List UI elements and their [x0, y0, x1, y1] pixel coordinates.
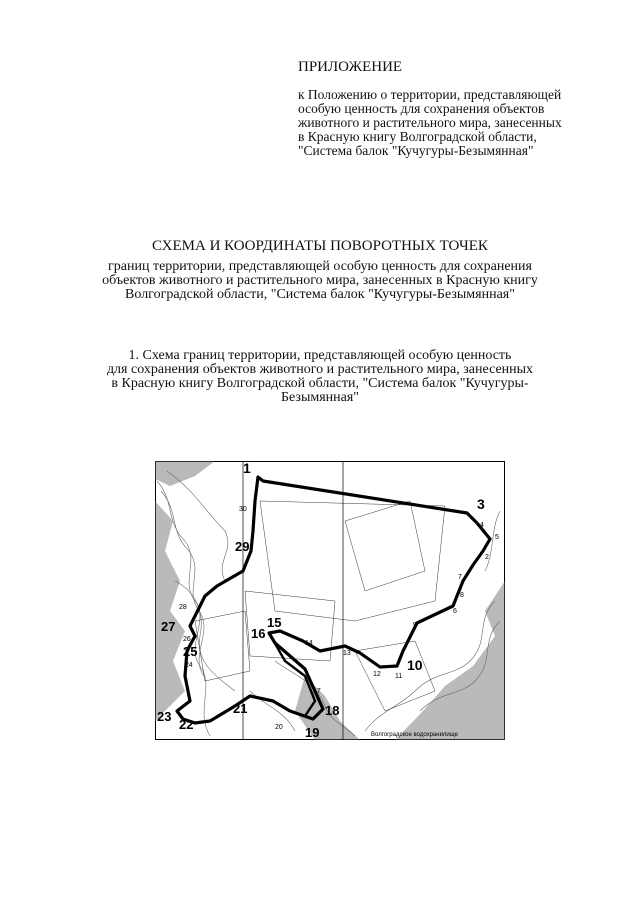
- point-2: 2: [485, 554, 489, 561]
- point-14: 14: [305, 640, 313, 647]
- point-7: 7: [458, 574, 462, 581]
- point-17: 17: [313, 688, 321, 695]
- annex-text: к Положению о территории, представляющей особую ценность для сохранения объектов животного и растительного мира, занесенных в Красную книгу Волгоградской области, "Система балок "Кучугуры-Безымянная": [298, 87, 562, 158]
- point-8: 8: [460, 592, 464, 599]
- point-23: 23: [157, 709, 172, 724]
- map-svg: [155, 461, 505, 740]
- point-12: 12: [373, 671, 381, 678]
- point-9: 9: [413, 622, 417, 629]
- point-13: 13: [343, 650, 351, 657]
- point-28: 28: [179, 604, 187, 611]
- annex-title: ПРИЛОЖЕНИЕ: [298, 59, 403, 75]
- point-21: 21: [233, 701, 248, 716]
- point-5: 5: [495, 534, 499, 541]
- boundary-map: [155, 461, 505, 740]
- point-11: 11: [395, 673, 403, 680]
- point-18: 18: [325, 703, 340, 718]
- point-10: 10: [407, 657, 423, 673]
- point-19: 19: [305, 725, 320, 740]
- document-subheading: границ территории, представляющей особую ценность для сохранения объектов животного и растительного мира, занесенных в Красную книгу Волгоградской области, "Система балок "Кучугуры-Безымянная": [102, 259, 538, 302]
- point-27: 27: [161, 619, 176, 634]
- point-6: 6: [453, 608, 457, 615]
- point-3: 3: [477, 496, 485, 512]
- section-title: 1. Схема границ территории, представляющей особую ценность для сохранения объектов животного и растительного мира, занесенных в Красную книгу Волгоградской области, "Система балок "Кучугуры- Безымянная": [106, 348, 534, 405]
- point-22: 22: [179, 717, 194, 732]
- point-4: 4: [480, 522, 484, 529]
- point-1: 1: [243, 461, 251, 476]
- point-16: 16: [251, 626, 266, 641]
- point-30: 30: [239, 506, 247, 513]
- territory-boundary: [177, 477, 490, 723]
- point-15: 15: [267, 615, 282, 630]
- reservoir-label: Волгоградское водохранилище: [371, 732, 458, 738]
- point-29: 29: [235, 539, 250, 554]
- document-heading: СХЕМА И КООРДИНАТЫ ПОВОРОТНЫХ ТОЧЕК: [152, 238, 488, 254]
- point-26: 26: [183, 636, 191, 643]
- point-20: 20: [275, 724, 283, 731]
- point-25: 25: [183, 644, 198, 659]
- point-24: 24: [185, 662, 193, 669]
